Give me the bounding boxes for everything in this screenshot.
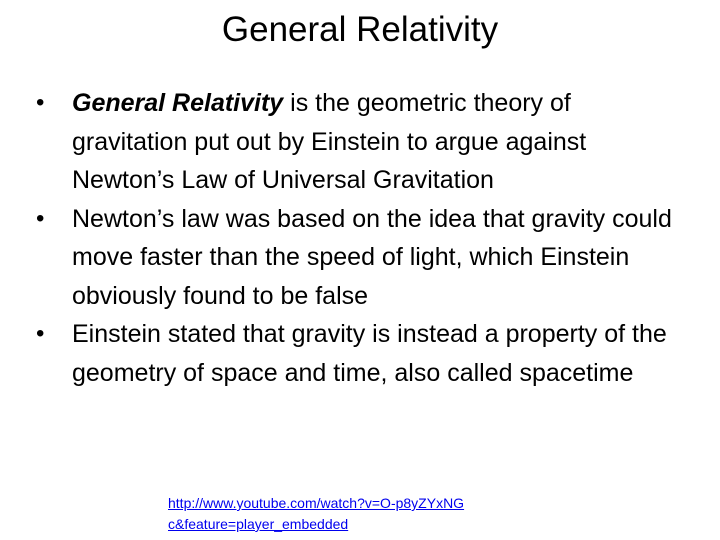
bullet-item-3 xyxy=(36,315,690,392)
slide-title: General Relativity xyxy=(221,10,499,49)
bullet-list xyxy=(36,84,690,392)
youtube-link[interactable]: http://www.youtube.com/watch?v=O-p8yZYxNGc&feature=player_embedded xyxy=(168,495,465,532)
bullet-item-1 xyxy=(36,84,690,200)
bullet-text: Einstein stated that gravity is instead a property of the geometry of space and time, also called spacetime xyxy=(72,320,667,387)
bullet-marker: • xyxy=(36,320,45,347)
bullet-text: is the geometric theory of gravitation put out by Einstein to argue against Newton’s Law of Universal Gravitation xyxy=(72,89,587,194)
bullet-marker: • xyxy=(36,89,45,116)
bullet-marker: • xyxy=(36,204,45,232)
bullet-term: General Relativity xyxy=(72,89,284,117)
bullet-text: Newton’s law was based on the idea that gravity could move faster than the speed of light, which Einstein obviously found to be false xyxy=(72,204,672,310)
bullet-item-2 xyxy=(36,200,690,316)
